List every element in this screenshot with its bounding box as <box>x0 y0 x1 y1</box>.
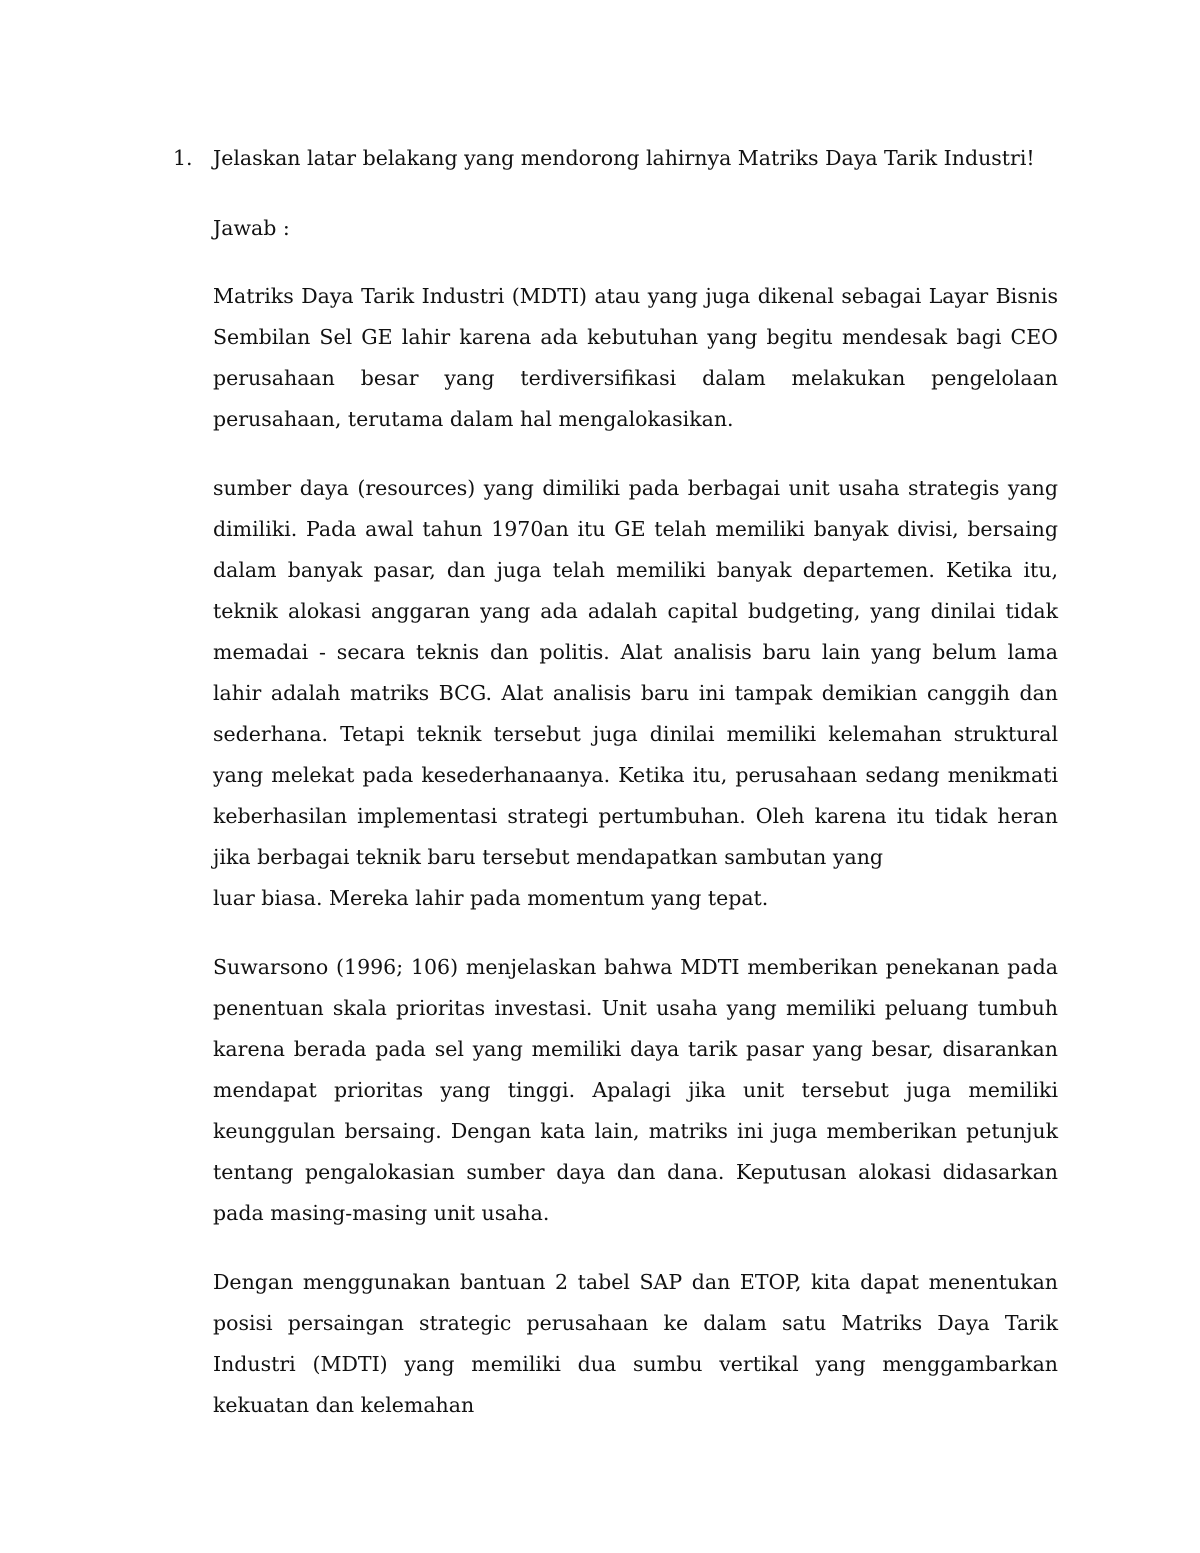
answer-body <box>213 276 1058 1426</box>
paragraph-4: Dengan menggunakan bantuan 2 tabel SAP dan ETOP, kita dapat menentukan posisi persaingan strategic perusahaan ke dalam satu Matriks Daya Tarik Industri (MDTI) yang memiliki dua sumbu vertikal yang menggambarkan kekuatan dan kelemahan <box>213 1270 1058 1417</box>
question-text: Jelaskan latar belakang yang mendorong lahirnya Matriks Daya Tarik Industri! <box>213 146 1035 170</box>
question-item <box>173 140 1073 176</box>
paragraph-1: Matriks Daya Tarik Industri (MDTI) atau yang juga dikenal sebagai Layar Bisnis Sembilan Sel GE lahir karena ada kebutuhan yang begitu mendesak bagi CEO perusahaan besar yang terdiversifikasi dalam melakukan pengelolaan perusahaan, terutama dalam hal mengalokasikan. <box>213 284 1058 431</box>
paragraph-3: Suwarsono (1996; 106) menjelaskan bahwa MDTI memberikan penekanan pada penentuan skala prioritas investasi. Unit usaha yang memiliki peluang tumbuh karena berada pada sel yang memiliki daya tarik pasar yang besar, disarankan mendapat prioritas yang tinggi. Apalagi jika unit tersebut juga memiliki keunggulan bersaing. Dengan kata lain, matriks ini juga memberikan petunjuk tentang pengalokasian sumber daya dan dana. Keputusan alokasi didasarkan pada masing-masing unit usaha. <box>213 955 1058 1225</box>
paragraph-2-continued: luar biasa. Mereka lahir pada momentum yang tepat. <box>213 886 769 910</box>
paragraph-2: sumber daya (resources) yang dimiliki pada berbagai unit usaha strategis yang dimiliki. Pada awal tahun 1970an itu GE telah memiliki banyak divisi, bersaing dalam banyak pasar, dan juga telah memiliki banyak departemen. Ketika itu, teknik alokasi anggaran yang ada adalah capital budgeting, yang dinilai tidak memadai - secara teknis dan politis. Alat analisis baru lain yang belum lama lahir adalah matriks BCG. Alat analisis baru ini tampak demikian canggih dan sederhana. Tetapi teknik tersebut juga dinilai memiliki kelemahan struktural yang melekat pada kesederhanaanya. Ketika itu, perusahaan sedang menikmati keberhasilan implementasi strategi pertumbuhan. Oleh karena itu tidak heran jika berbagai teknik baru tersebut mendapatkan sambutan yang <box>213 476 1058 869</box>
question-number: 1. <box>173 146 193 170</box>
answer-label: Jawab : <box>213 216 290 240</box>
